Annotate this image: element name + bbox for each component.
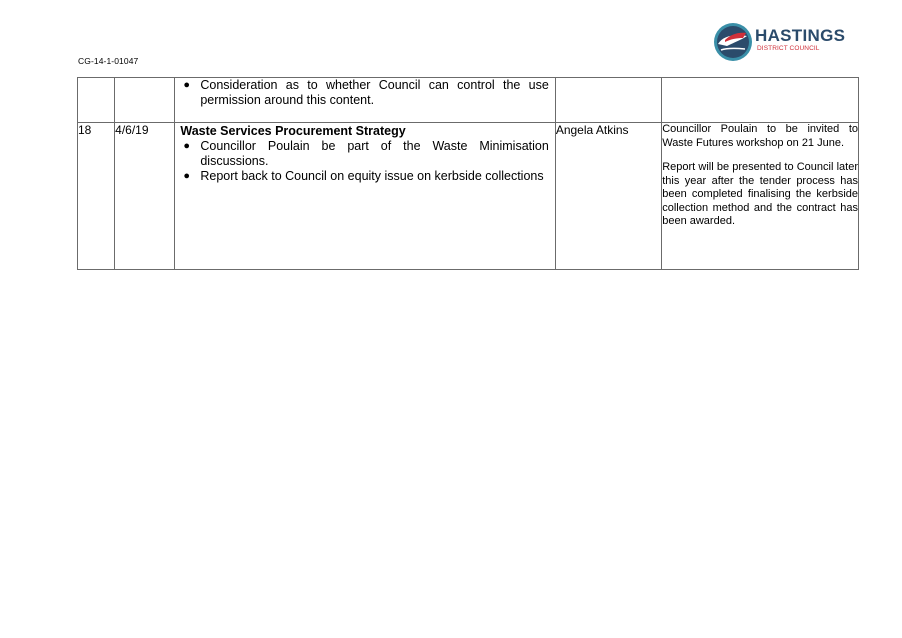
responsible-cell <box>555 78 661 123</box>
bullet-text: Report back to Council on equity issue on kerbside collections <box>200 169 544 183</box>
item-cell <box>175 123 555 270</box>
responsible-cell: Angela Atkins <box>555 123 661 270</box>
list-item <box>175 78 554 107</box>
list-item <box>175 139 554 168</box>
item-number-cell <box>78 78 115 123</box>
item-number-cell: 18 <box>78 123 115 270</box>
hastings-district-council-logo <box>713 22 848 62</box>
document-reference: CG-14-1-01047 <box>78 56 139 66</box>
bullet-text: Councillor Poulain be part of the Waste Minimisation discussions. <box>200 139 549 168</box>
item-title: Waste Services Procurement Strategy <box>180 124 406 138</box>
logo-subtitle: DISTRICT COUNCIL <box>757 45 820 52</box>
bullet-icon: ● <box>183 140 191 152</box>
logo-wordmark: HASTINGS <box>755 26 846 45</box>
action-cell <box>662 78 859 123</box>
bullet-icon: ● <box>183 170 191 182</box>
bullet-text: Consideration as to whether Council can control the use permission around this content. <box>200 78 549 107</box>
action-paragraph: Councillor Poulain to be invited to Waste Futures workshop on 21 June. <box>662 123 858 149</box>
council-emblem-icon <box>713 22 753 62</box>
date-cell <box>115 78 175 123</box>
list-item <box>175 169 554 184</box>
date-cell: 4/6/19 <box>115 123 175 270</box>
table-row <box>78 78 859 123</box>
bullet-icon: ● <box>183 79 191 91</box>
table-row <box>78 123 859 270</box>
item-bullet-list <box>175 139 554 184</box>
item-bullet-list <box>175 78 554 107</box>
action-paragraph: Report will be presented to Council later this year after the tender process has been completed finalising the kerbside collection method and the contract has been awarded. <box>662 161 858 227</box>
action-cell <box>662 123 859 270</box>
action-items-table <box>77 77 859 270</box>
item-cell <box>175 78 555 123</box>
